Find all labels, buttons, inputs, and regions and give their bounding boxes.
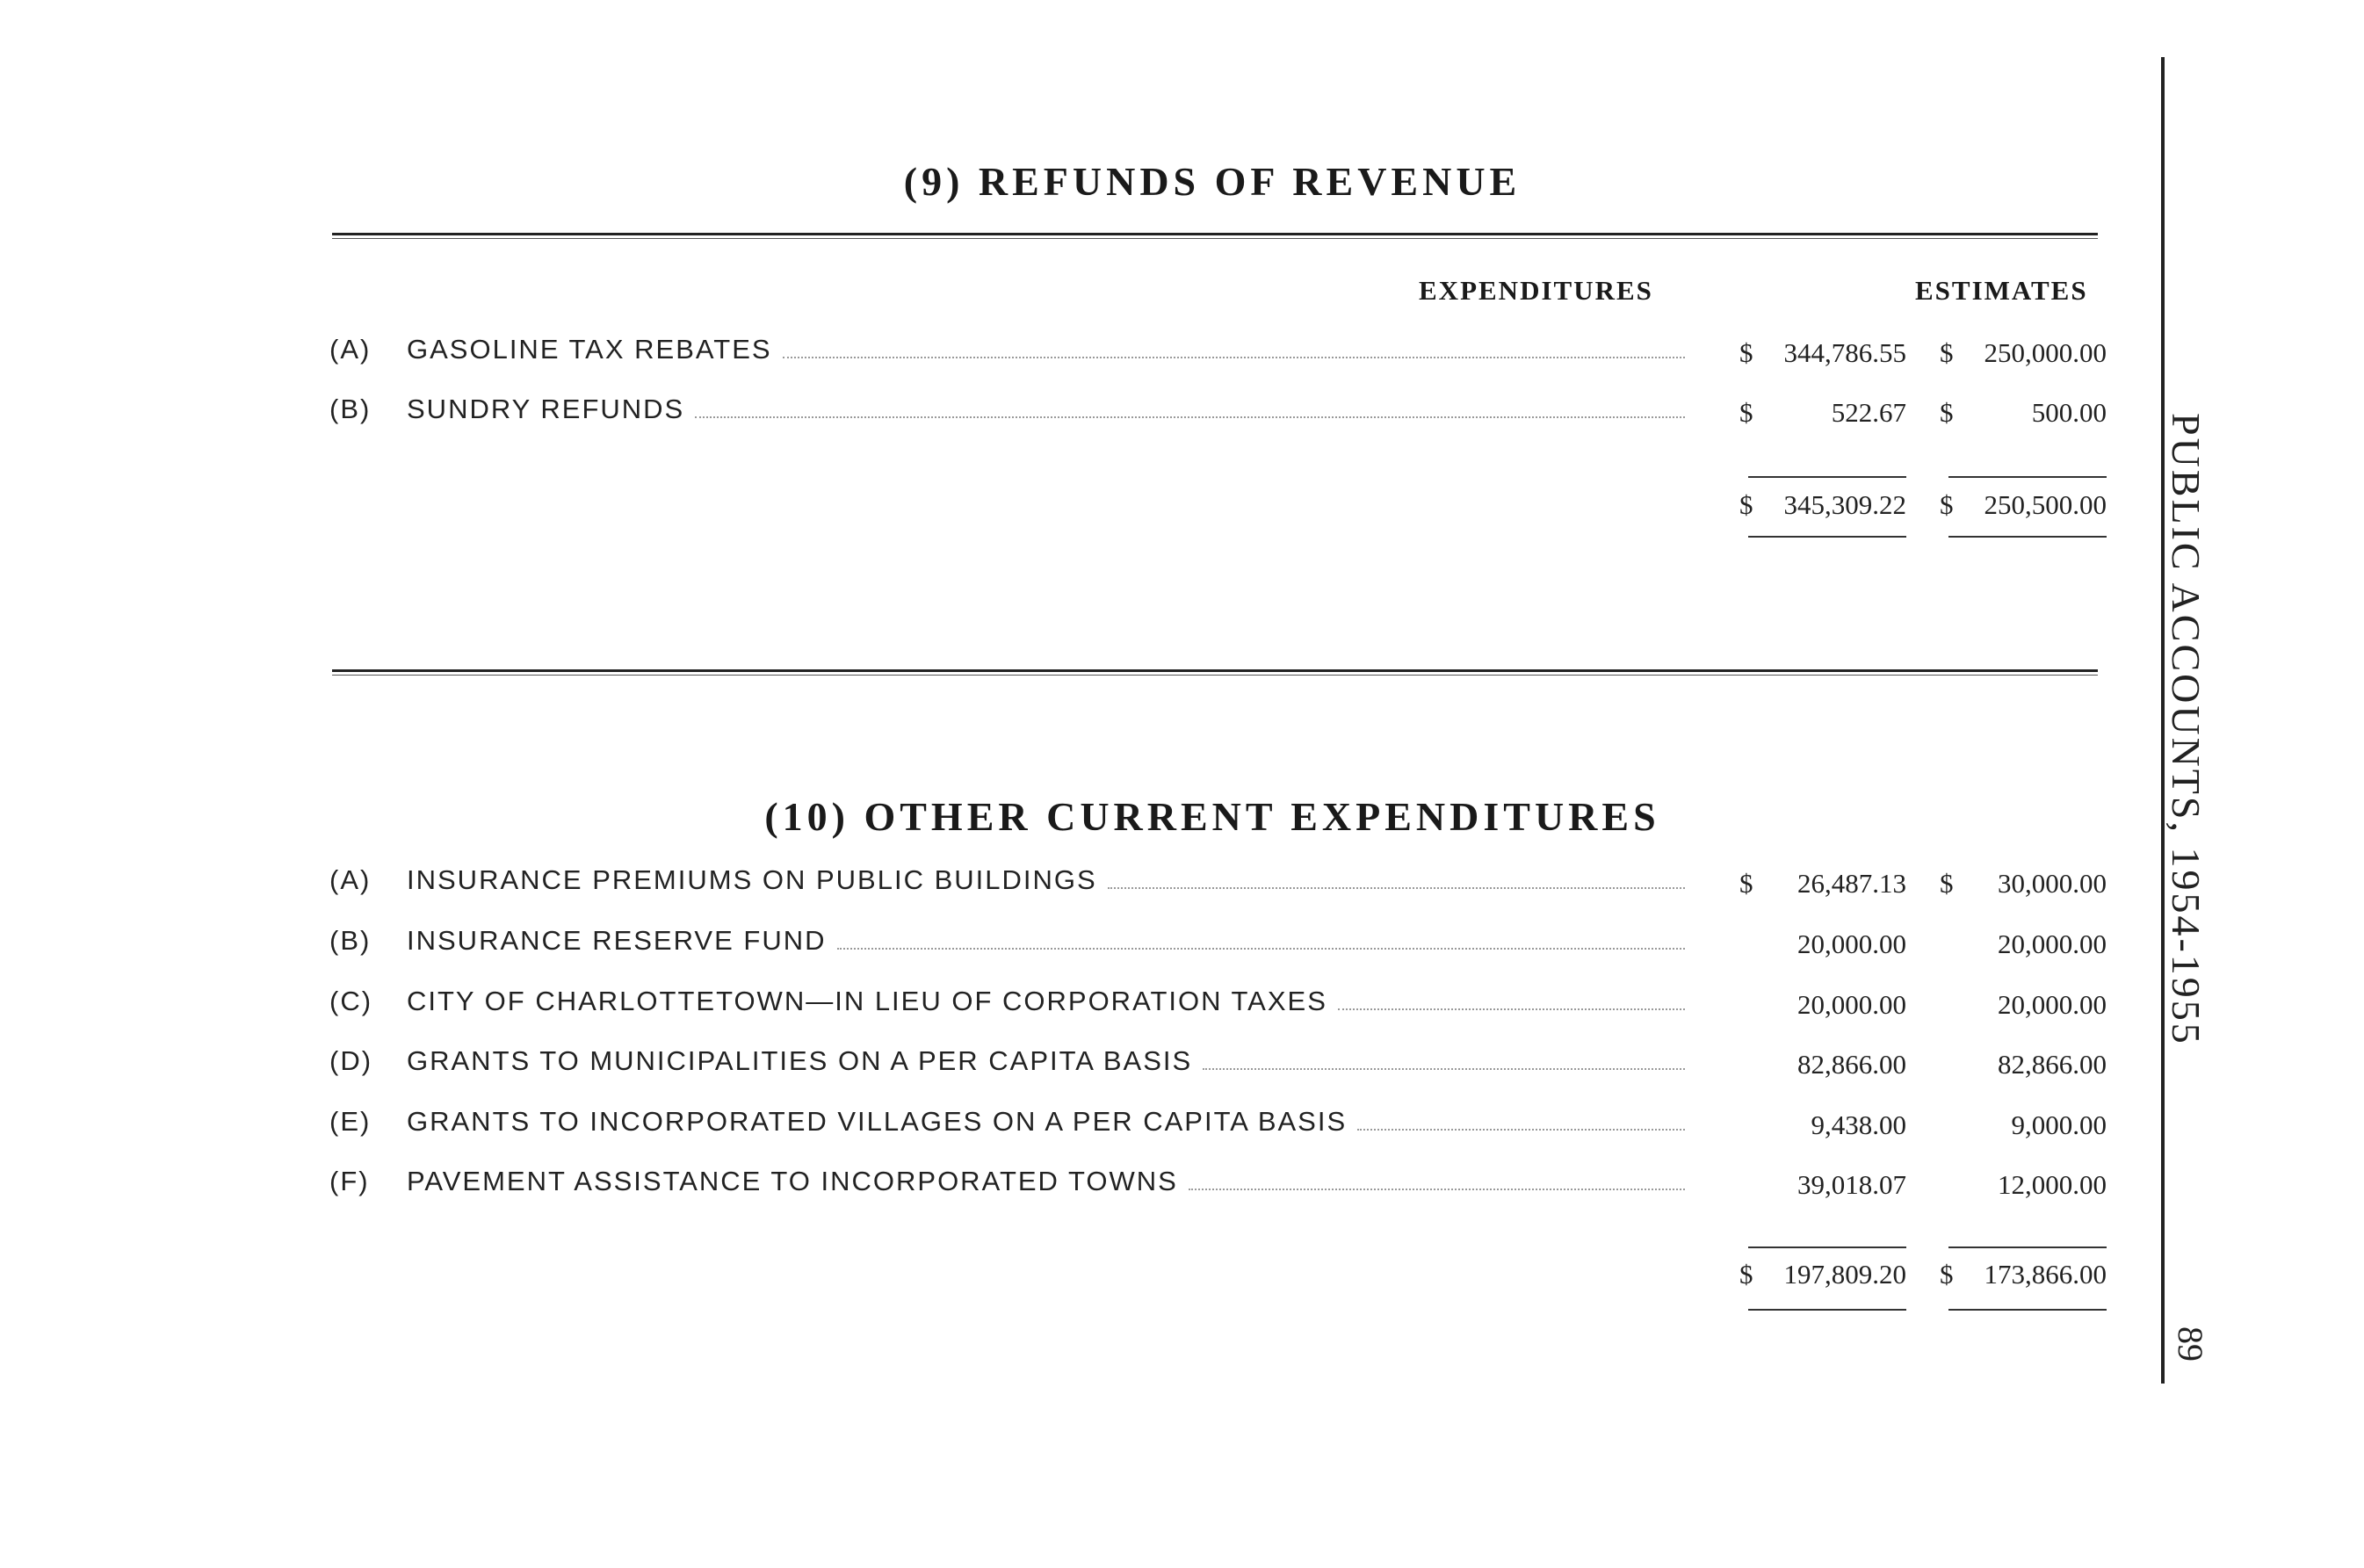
estimate-cell: [1940, 337, 2107, 376]
total-amount: 345,309.22: [1783, 489, 1906, 520]
estimates-column-header: ESTIMATES: [1915, 275, 2088, 306]
estimate-amount: 12,000.00: [1998, 1169, 2107, 1200]
estimate-cell: [1940, 1109, 2107, 1148]
expenditure-amount: 20,000.00: [1797, 989, 1906, 1020]
estimate-cell: [1940, 1049, 2107, 1087]
expenditure-cell: [1739, 397, 1906, 436]
total-amount: 250,500.00: [1984, 489, 2107, 520]
section-divider-rule: [332, 669, 2098, 676]
expenditure-amount: 344,786.55: [1783, 337, 1906, 368]
row-letter: (D): [329, 1045, 373, 1076]
subtotal-rule: [1748, 1246, 1906, 1248]
estimate-amount: 500.00: [2031, 397, 2107, 428]
dot-leader: [695, 415, 1685, 418]
total-rule: [1748, 536, 1906, 538]
dollar-sign: $: [1739, 397, 1753, 428]
estimate-amount: 82,866.00: [1998, 1049, 2107, 1080]
expenditure-cell: [1739, 1169, 1906, 1208]
subtotal-rule: [1748, 476, 1906, 478]
dot-leader: [1189, 1188, 1685, 1190]
row-letter: (E): [329, 1106, 372, 1137]
section-10-title: (10) OTHER CURRENT EXPENDITURES: [764, 794, 1660, 839]
estimate-cell: [1940, 929, 2107, 967]
expenditure-cell: [1739, 1109, 1906, 1148]
section-9-total-expenditures: [1739, 489, 1906, 528]
dot-leader: [783, 356, 1685, 358]
dollar-sign: $: [1739, 337, 1753, 368]
dollar-sign: $: [1940, 489, 1954, 520]
expenditure-cell: [1739, 1049, 1906, 1087]
row-letter: (B): [329, 394, 372, 424]
row-description: INSURANCE PREMIUMS ON PUBLIC BUILDINGS: [407, 864, 1097, 895]
total-amount: 173,866.00: [1984, 1259, 2107, 1290]
page-number: 89: [2171, 1326, 2210, 1362]
expenditure-amount: 82,866.00: [1797, 1049, 1906, 1080]
dollar-sign: $: [1940, 337, 1954, 368]
section-9-top-rule: [332, 233, 2098, 239]
dollar-sign: $: [1940, 397, 1954, 428]
subtotal-rule: [1948, 1246, 2107, 1248]
subtotal-rule: [1948, 476, 2107, 478]
expenditure-amount: 9,438.00: [1811, 1109, 1906, 1140]
row-letter: (F): [329, 1166, 370, 1196]
expenditure-cell: [1739, 868, 1906, 907]
expenditure-cell: [1739, 989, 1906, 1028]
row-description: GASOLINE TAX REBATES: [407, 334, 772, 365]
estimate-cell: [1940, 1169, 2107, 1208]
expenditure-amount: 20,000.00: [1797, 929, 1906, 959]
row-description: GRANTS TO MUNICIPALITIES ON A PER CAPITA BASIS: [407, 1045, 1193, 1076]
total-rule: [1948, 536, 2107, 538]
expenditure-amount: 39,018.07: [1797, 1169, 1906, 1200]
estimate-cell: [1940, 868, 2107, 907]
expenditures-column-header: EXPENDITURES: [1419, 275, 1653, 306]
dollar-sign: $: [1940, 1259, 1954, 1290]
row-description: SUNDRY REFUNDS: [407, 394, 685, 424]
row-description: INSURANCE RESERVE FUND: [407, 925, 827, 956]
expenditure-amount: 26,487.13: [1797, 868, 1906, 899]
row-description: GRANTS TO INCORPORATED VILLAGES ON A PER CAPITA BASIS: [407, 1106, 1348, 1137]
estimate-cell: [1940, 989, 2107, 1028]
dollar-sign: $: [1739, 868, 1753, 899]
section-9-total-estimates: [1940, 489, 2107, 528]
section-10-total-estimates: [1940, 1259, 2107, 1297]
dot-leader: [1357, 1128, 1685, 1131]
dot-leader: [1338, 1008, 1685, 1010]
row-description: CITY OF CHARLOTTETOWN—IN LIEU OF CORPORATION TAXES: [407, 986, 1327, 1016]
expenditure-amount: 522.67: [1831, 397, 1906, 428]
dollar-sign: $: [1940, 868, 1954, 899]
estimate-cell: [1940, 397, 2107, 436]
estimate-amount: 9,000.00: [2011, 1109, 2107, 1140]
section-10-total-expenditures: [1739, 1259, 1906, 1297]
running-header-title: PUBLIC ACCOUNTS, 1954-1955: [2164, 413, 2209, 1046]
estimate-amount: 20,000.00: [1998, 929, 2107, 959]
estimate-amount: 20,000.00: [1998, 989, 2107, 1020]
total-rule: [1748, 1309, 1906, 1311]
row-letter: (A): [329, 334, 372, 365]
dollar-sign: $: [1739, 1259, 1753, 1290]
expenditure-cell: [1739, 929, 1906, 967]
section-9-title: (9) REFUNDS OF REVENUE: [903, 159, 1522, 204]
row-letter: (A): [329, 864, 372, 895]
estimate-amount: 250,000.00: [1984, 337, 2107, 368]
total-amount: 197,809.20: [1783, 1259, 1906, 1290]
total-rule: [1948, 1309, 2107, 1311]
row-letter: (C): [329, 986, 373, 1016]
row-description: PAVEMENT ASSISTANCE TO INCORPORATED TOWNS: [407, 1166, 1178, 1196]
dot-leader: [837, 947, 1685, 950]
expenditure-cell: [1739, 337, 1906, 376]
row-letter: (B): [329, 925, 372, 956]
dot-leader: [1108, 886, 1685, 889]
dot-leader: [1203, 1067, 1685, 1070]
dollar-sign: $: [1739, 489, 1753, 520]
estimate-amount: 30,000.00: [1998, 868, 2107, 899]
